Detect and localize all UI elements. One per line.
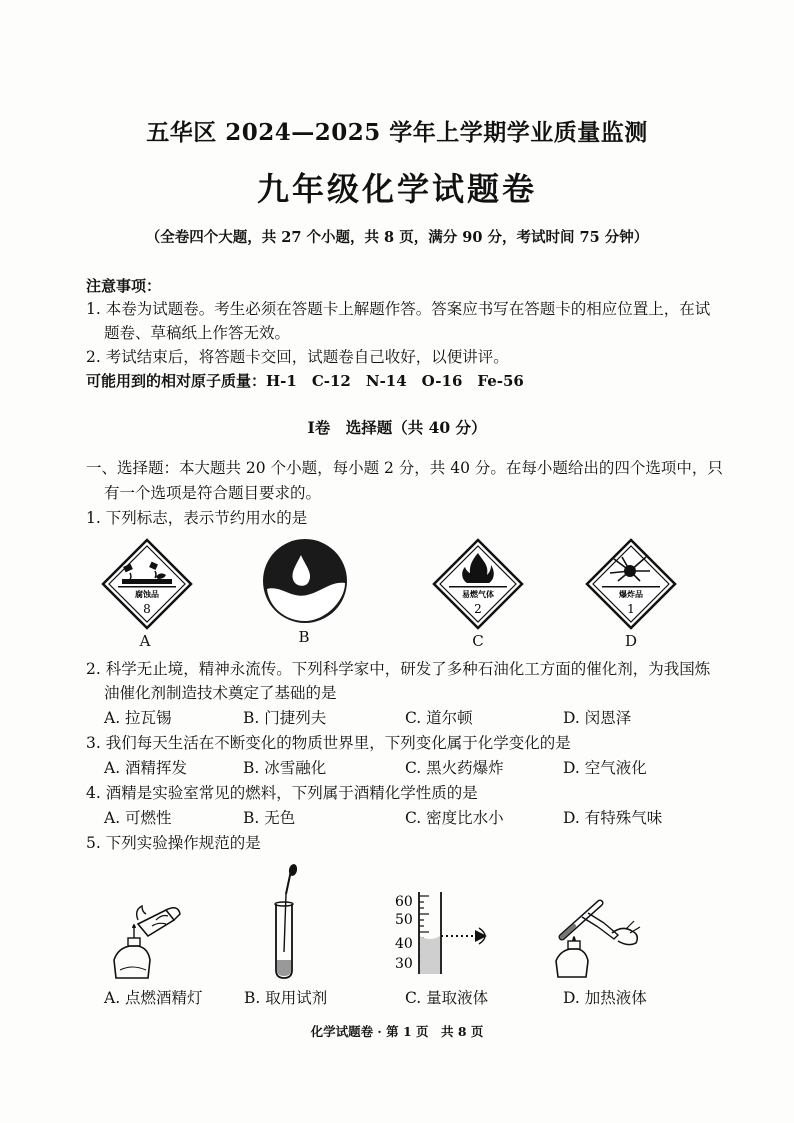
question-2-stem-line-2: 油催化剂制造技术奠定了基础的是: [104, 684, 337, 702]
flammable-gas-sign-icon: [431, 537, 525, 631]
water-saving-sign-icon: [261, 537, 349, 625]
q3-option-a: A. 酒精挥发: [104, 759, 188, 777]
q5-option-b: B. 取用试剂: [244, 989, 328, 1007]
section-instruction-line-1: 一、选择题：本大题共 20 个小题，每小题 2 分，共 40 分。在每小题给出的四个选项中，只: [86, 459, 723, 477]
sign-d-text: 爆炸品: [619, 589, 643, 599]
sign-a-class: 8: [143, 602, 151, 616]
cylinder-tick-50: 50: [395, 912, 413, 928]
q2-option-c: C. 道尔顿: [405, 709, 473, 727]
option-c-label: C: [472, 632, 484, 650]
exam-title: 五华区 2024—2025 学年上学期学业质量监测: [146, 119, 648, 146]
test-tube-dropper-icon: [270, 864, 300, 982]
q2-option-d: D. 闵恩泽: [563, 709, 632, 727]
sign-d-class: 1: [627, 602, 635, 616]
page-footer: 化学试题卷 · 第 1 页 共 8 页: [310, 1024, 484, 1039]
measuring-cylinder-icon: [395, 892, 495, 974]
alcohol-lamp-lighting-icon: [108, 890, 188, 982]
question-2-stem-line-1: 2. 科学无止境，精神永流传。下列科学家中，研发了多种石油化工方面的催化剂，为我国炼: [86, 660, 711, 678]
option-b-label: B: [298, 628, 310, 646]
section-instruction-line-2: 有一个选项是符合题目要求的。: [104, 484, 322, 502]
q4-option-a: A. 可燃性: [104, 809, 172, 827]
option-d-label: D: [624, 632, 638, 650]
q2-option-b: B. 门捷列夫: [243, 709, 327, 727]
question-1-stem: 1. 下列标志，表示节约用水的是: [86, 509, 308, 527]
heating-liquid-icon: [552, 885, 648, 981]
q3-option-b: B. 冰雪融化: [243, 759, 327, 777]
atomic-masses: 可能用到的相对原子质量：H-1 C-12 N-14 O-16 Fe-56: [86, 372, 524, 390]
question-4-stem: 4. 酒精是实验室常见的燃料，下列属于酒精化学性质的是: [86, 784, 478, 802]
exam-info: （全卷四个大题，共 27 个小题，共 8 页，满分 90 分，考试时间 75 分钟）: [145, 229, 649, 246]
subject-title: 九年级化学试题卷: [256, 170, 537, 208]
corrosive-sign-icon: [100, 537, 194, 631]
note-item-2: 2. 考试结束后，将答题卡交回，试题卷自己收好，以便讲评。: [86, 348, 509, 366]
q5-option-a: A. 点燃酒精灯: [104, 989, 203, 1007]
q5-option-d: D. 加热液体: [563, 989, 647, 1007]
option-a-label: A: [139, 632, 151, 650]
cylinder-tick-60: 60: [395, 894, 413, 910]
question-3-stem: 3. 我们每天生活在不断变化的物质世界里，下列变化属于化学变化的是: [86, 734, 571, 752]
note-item-1-line-2: 题卷、草稿纸上作答无效。: [104, 324, 291, 342]
q3-option-d: D. 空气液化: [563, 759, 647, 777]
q2-option-a: A. 拉瓦锡: [104, 709, 172, 727]
q4-option-c: C. 密度比水小: [405, 809, 504, 827]
q5-option-c: C. 量取液体: [405, 989, 489, 1007]
explosive-sign-icon: [584, 537, 678, 631]
notes-heading: 注意事项：: [86, 277, 162, 295]
sign-a-text: 腐蚀品: [135, 589, 159, 599]
cylinder-tick-30: 30: [395, 956, 413, 972]
q4-option-b: B. 无色: [243, 809, 296, 827]
section-heading: Ⅰ卷 选择题（共 40 分）: [307, 418, 487, 437]
question-5-stem: 5. 下列实验操作规范的是: [86, 834, 261, 852]
q3-option-c: C. 黑火药爆炸: [405, 759, 504, 777]
sign-c-class: 2: [474, 602, 482, 616]
sign-c-text: 易燃气体: [462, 589, 494, 599]
note-item-1-line-1: 1. 本卷为试题卷。考生必须在答题卡上解题作答。答案应书写在答题卡的相应位置上，在试: [86, 300, 711, 318]
cylinder-tick-40: 40: [395, 936, 413, 952]
q4-option-d: D. 有特殊气味: [563, 809, 663, 827]
